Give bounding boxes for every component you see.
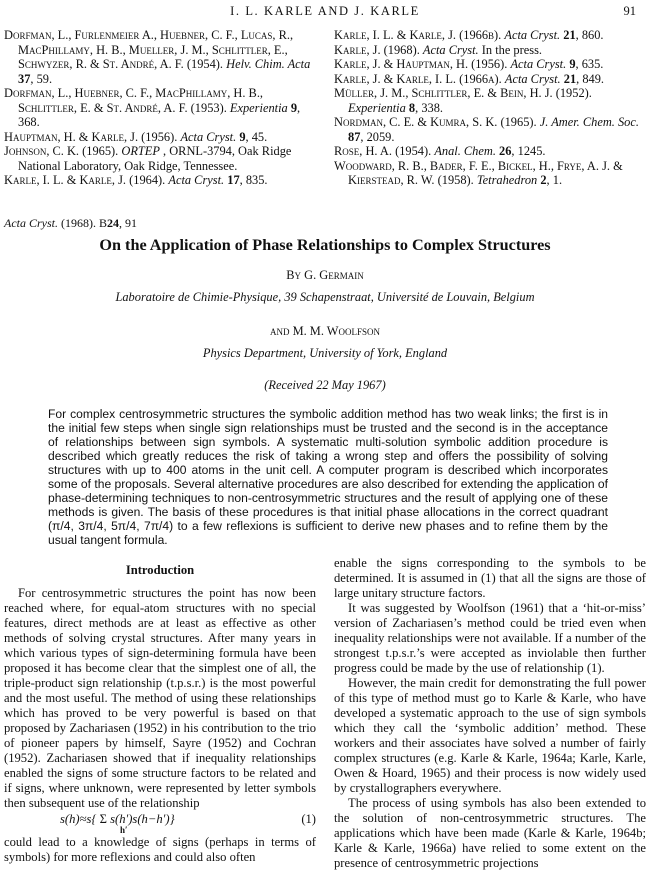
reference-entry [334,72,646,87]
reference-journal: Acta Cryst. [168,173,225,187]
intro-paragraph-1-end: enable the signs corresponding to the symbols to be determined. It is assumed in (1) that all the signs are those of large unitary structure factors. [334,556,646,600]
reference-entry [334,159,646,188]
equation-1 [4,811,316,835]
reference-pages: , 1. [546,173,563,187]
affiliation-york: Physics Department, University of York, England [202,346,448,360]
reference-pages: , 635. [575,57,604,71]
running-head: I. L. KARLE AND J. KARLE [230,4,420,18]
equation-lhs: s(h)≈s{ [60,812,97,827]
reference-pages: In the press. [481,42,542,57]
reference-volume: 37 [18,71,31,86]
reference-pages: , 1245. [511,144,546,158]
reference-entry [4,28,322,86]
reference-pages: , 2059. [360,129,395,144]
reference-authors: Dorfman, L., Furlenmeier A., Huebner, C. F., Lucas, R., MacPhillamy, H. B., Mueller, J. M., Schlittler, E., Schwyzer, R. & St. André, A. F. (1954). [4,28,294,71]
reference-journal: Tetrahedron [476,173,538,187]
abstract: For complex centrosymmetric structures the symbolic addition method has two weak links; the first is in the initial few steps when single sign relationships must be trusted and the second is in the acceptance of relationships between sign symbols. A systematic multi-solution symbolic addition procedure is described which greatly reduces the risk of taking a wrong step and offers the possibility of solving structures with up to 400 atoms in the unit cell. A computer program is described which incorporates some of the proposals. Several alternative procedures are also described for extending the application of phase-determining techniques to non-centrosymmetric structures and the result of applying one of these methods is given. The basis of these procedures is that initial phase allocations in the correct quadrant (π/4, 3π/4, 5π/4, 7π/4) to a few reflexions is sufficient to derive new phases and to refine them by the usual tangent formula. [48,407,609,547]
reference-pages: , 45. [245,129,268,144]
reference-authors: Karle, J. (1968). [334,42,420,57]
author-woolfson: M. M. Woolfson [292,324,380,338]
reference-journal: ORTEP [121,144,160,158]
reference-journal: Experientia [229,100,288,115]
reference-journal: Acta Cryst. [180,129,237,144]
equation-sum-subscript: h′ [120,824,128,835]
reference-pages: , 860. [575,28,604,42]
reference-volume: 9 [239,129,246,144]
reference-volume: 17 [227,173,240,187]
reference-authors: Dorfman, L., Huebner, C. F., MacPhillamy, H. B., Schlittler, E. & St. André, A. F. (1953). [4,86,264,115]
body-left-column [4,557,316,865]
intro-paragraph-2: It was suggested by Woolfson (1961) that a ‘hit-or-miss’ version of Zachariasen’s method could be tried even when inequality relationships were not available. If a number of the strongest t.p.s.r.’s were accepted as inviolable then further progress could be made by the use of relationship (1). [334,600,646,675]
references-left-column [4,28,322,188]
citation-volume: 24 [107,216,119,230]
citation-journal: Acta Cryst. [4,216,58,230]
reference-authors: Karle, I. L. & Karle, J. (1964). [4,173,166,187]
intro-paragraph-1: For centrosymmetric structures the point has now been reached where, for equal-atom structures with no special features, direct methods are at least as effective as other methods of solving crystal structures. After many years in which various types of sign-determining formula have been proposed it has become clear that the simplest one of all, the triple-product sign relationship (t.p.s.r.) is the most powerful and the most useful. The method of using these relationships which has proved to be very powerful is based on that proposed by Zachariasen (1952) in his contribution to the trio of pioneer papers by himself, Sayre (1952) and Cochran (1952). Zachariasen showed that if inequality relationships enabled the signs of some structure factors to be related and if signs, where unknown, were represented by letter symbols then subsequent use of the relationship [4,585,316,810]
reference-volume: 26 [499,144,512,158]
reference-entry [4,144,322,173]
reference-volume: 8 [408,100,416,115]
reference-journal: Helv. Chim. Acta [226,57,311,71]
reference-volume: 87 [348,129,361,144]
reference-authors: Rose, H. A. (1954). [334,144,432,158]
references-right-column [334,28,646,188]
reference-entry [334,57,646,72]
reference-journal: J. Amer. Chem. Soc. [539,115,639,129]
reference-volume: 9 [569,57,576,71]
reference-journal: Anal. Chem. [434,144,496,158]
author-prefix-by: By [286,268,302,282]
reference-pages: , 368. [18,100,301,129]
equation-rhs: s(h′)s(h−h′)} [110,812,175,827]
reference-authors: Karle, J. & Hauptman, H. (1956). [334,57,508,71]
equation-expression [60,812,175,827]
reference-entry [334,115,646,144]
author-germain: G. Germain [304,268,364,282]
intro-paragraph-4: The process of using symbols has also been extended to the solution of non-centrosymmetric structures. The applications which have been made (Karle & Karle, 1964b; Karle & Karle, 1966a) have relied to some extent on the presence of centrosymmetric projections [334,795,646,870]
citation-page: , 91 [119,216,137,230]
intro-paragraph-3: However, the main credit for demonstrating the full power of this type of method must go to Karle & Karle, who have developed a systematic approach to the use of sign symbols which they call the ‘symbolic addition’ method. These workers and their associates have solved a number of fairly complex structures (e.g. Karle & Karle, 1964a; Karle, Karle, Owen & Hoard, 1965) and their process is now widely used by crystallographers everywhere. [334,675,646,795]
reference-authors: Karle, J. & Karle, I. L. (1966a). [334,71,502,86]
reference-authors: Karle, I. L. & Karle, J. (1966b). [334,28,502,42]
body-right-column [334,556,646,871]
reference-entry [334,86,646,115]
reference-entry [4,86,322,130]
author-line-1 [0,268,650,283]
reference-entry [4,173,322,188]
reference-volume: 9 [290,100,298,115]
reference-entry [334,28,646,43]
reference-volume: 21 [563,28,576,42]
reference-pages: , 849. [576,71,605,86]
received-date: (Received 22 May 1967) [264,378,386,392]
reference-journal: Experientia [348,100,406,115]
reference-pages: , 59. [30,71,53,86]
author-prefix-and: and [269,324,290,338]
reference-authors: Johnson, C. K. (1965). [4,144,119,158]
reference-journal: Acta Cryst. [504,71,561,86]
reference-entry [4,130,322,145]
reference-pages: , 338. [415,100,444,115]
article-title: On the Application of Phase Relationships to Complex Structures [99,236,551,254]
reference-journal: Acta Cryst. [422,42,479,57]
section-heading-introduction: Introduction [125,563,195,577]
reference-authors: Hauptman, H. & Karle, J. (1956). [4,129,178,144]
reference-journal: Acta Cryst. [510,57,567,71]
reference-entry [334,43,646,58]
reference-authors: Nordman, C. E. & Kumra, S. K. (1965). [334,115,537,129]
reference-volume: 2 [540,173,547,187]
reference-pages: , ORNL-3794, Oak Ridge National Laboratory, Oak Ridge, Tennessee. [18,144,292,173]
reference-journal: Acta Cryst. [504,28,561,42]
author-line-2 [0,324,650,339]
citation-year: (1968). B [58,216,107,230]
reference-pages: , 835. [239,173,268,187]
equation-sum-symbol: Σ [99,812,107,827]
reference-volume: 21 [563,71,577,86]
page-number: 91 [623,4,636,18]
reference-entry [334,144,646,159]
reference-authors: Woodward, R. B., Bader, F. E., Bickel, H., Frye, A. J. & Kierstead, R. W. (1958). [334,158,623,187]
intro-paragraph-1-continued: could lead to a knowledge of signs (perhaps in terms of symbols) for more reflexions and could also often [4,834,316,864]
equation-number: (1) [301,812,316,827]
reference-authors: Müller, J. M., Schlittler, E. & Bein, H. J. (1952). [334,86,592,100]
article-citation [4,216,137,230]
affiliation-louvain: Laboratoire de Chimie-Physique, 39 Schapenstraat, Université de Louvain, Belgium [115,290,535,304]
